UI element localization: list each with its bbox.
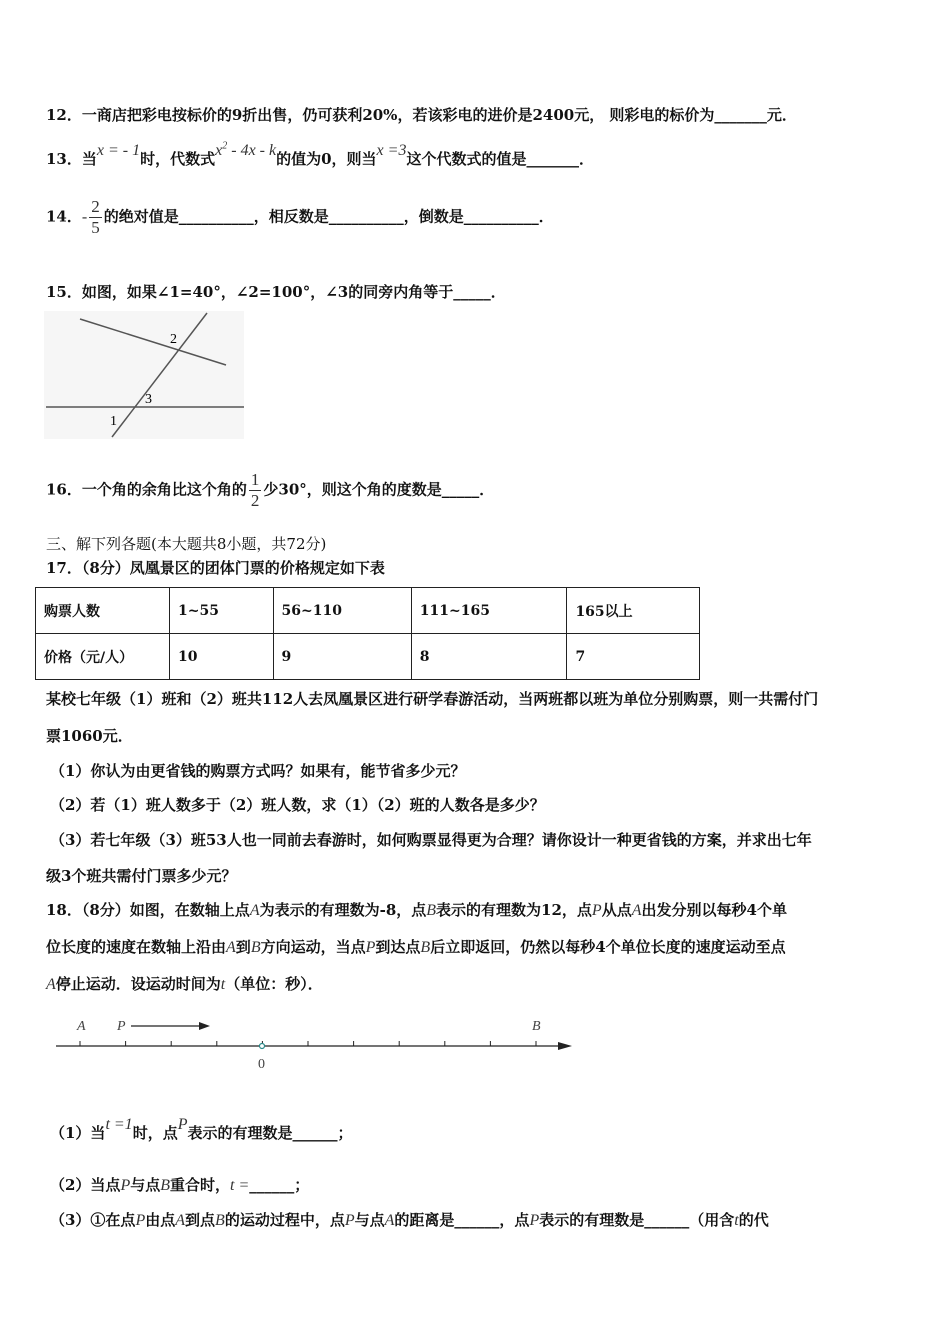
axis-label-B: B [532,1019,541,1034]
q13-number: 13．当 [46,150,97,168]
q18-l2-c: 方向运动，当点 [260,938,366,956]
q18-l1-e: 出发分别以每秒4个单 [641,901,787,919]
q16-text-a: 16．一个角的余角比这个角的 [46,480,247,499]
q18-s3-h: 的代 [738,1211,769,1229]
q13-text-2: 的值为0，则当 [276,150,377,168]
q18-l1-d: 从点 [601,901,632,919]
q18-l2-e: 后立即返回，仍然以每秒4个单位长度的速度运动至点 [430,938,786,956]
q18-l1-a: 18．（8分）如图，在数轴上点 [46,901,250,919]
q17-part-1: （1）你认为由更省钱的购票方式吗？如果有，能节省多少元？ [50,762,466,780]
question-14 [46,197,554,238]
table-cell: 7 [567,634,700,680]
question-16 [46,470,494,511]
q17-part-2: （2）若（1）班人数多于（2）班人数，求（1）（2）班的人数各是多少？ [50,796,545,814]
q18-point-A: A [249,902,260,919]
ticket-price-table [35,587,700,680]
q18-l1-b: 为表示的有理数为-8，点 [259,901,427,919]
q18-l1-c: 表示的有理数为12，点 [436,901,592,919]
q18-s2-b: 与点 [130,1176,161,1194]
q17-description-line-2: 票1060元． [46,727,133,745]
q14-minus-sign: - [81,208,88,226]
axis-label-zero: 0 [258,1057,265,1072]
q14-text: 的绝对值是__________，相反数是__________，倒数是__________． [103,207,554,226]
q18-s3-f: 的距离是______，点 [394,1211,530,1229]
number-line [54,1012,578,1076]
q13-expr-rest: - 4x - k [227,142,277,159]
q14-fraction [89,197,102,238]
q18-s2-d: ______； [249,1176,310,1194]
q18-point-P: P [135,1212,146,1229]
q14-fraction-numerator: 2 [91,197,100,216]
table-cell: 价格（元/人） [36,634,170,680]
number-line-ticks [80,1041,536,1046]
q18-point-P: P [177,1116,188,1133]
q18-point-A: A [384,1212,395,1229]
q16-fraction-denominator: 2 [250,491,260,510]
q18-line-2 [46,936,786,957]
q15-figure [44,311,244,439]
table-cell: 购票人数 [36,588,170,634]
q18-s3-e: 与点 [354,1211,385,1229]
q18-var-t: t [220,976,226,993]
q18-l2-a: 位长度的速度在数轴上沿由 [46,938,227,956]
q14-fraction-denominator: 5 [91,218,100,237]
q16-fraction [249,470,262,511]
q18-sub-1 [50,1116,353,1143]
q16-fraction-numerator: 1 [250,470,260,489]
q18-point-B: B [160,1177,171,1194]
section-heading: 三、解下列各题(本大题共8小题，共72分) [46,535,327,553]
q18-point-P: P [365,939,376,956]
q18-line-1 [46,899,787,920]
q18-point-B: B [426,902,437,919]
q18-s2-c: 重合时， [170,1176,231,1194]
q18-s2-equation: t = [230,1177,250,1194]
table-cell: 111~165 [411,588,567,634]
q18-point-P: P [529,1212,540,1229]
p-motion-arrow-head [199,1022,210,1030]
q17-part-3-line-2: 级3个班共需付门票多少元？ [46,867,237,885]
q18-var-t: t [734,1212,739,1229]
q18-point-P: P [344,1212,355,1229]
q18-s3-b: 由点 [145,1211,176,1229]
q13-text-3: 这个代数式的值是_______． [406,150,594,168]
q18-point-B: B [420,939,431,956]
q18-s1-equation: t =1 [105,1116,133,1133]
question-15: 15．如图，如果∠1=40°，∠2=100°，∠3的同旁内角等于_____． [46,283,506,301]
q18-point-B: B [250,939,261,956]
question-17-title: 17．（8分）凤凰景区的团体门票的价格规定如下表 [46,559,385,577]
q18-sub-3 [50,1209,769,1230]
q18-line-3 [46,973,323,994]
table-row [36,588,700,634]
question-13 [46,140,594,169]
q13-expr-base: x [215,142,223,159]
table-cell: 56~110 [273,588,411,634]
q18-point-P: P [591,902,602,919]
origin-marker [260,1044,265,1049]
q18-point-A: A [46,976,56,993]
q18-point-B: B [215,1212,225,1229]
axis-label-P: P [117,1019,126,1034]
q17-part-3-line-1: （3）若七年级（3）班53人也一同前去春游时，如何购票显得更为合理？请你设计一种更省钱的方案，并求出七年 [50,831,812,849]
axis-label-A: A [77,1019,86,1034]
q18-l2-b: 到 [235,938,251,956]
q13-text-1: 时，代数式 [140,150,216,168]
number-line-arrow [558,1042,572,1050]
table-cell: 165以上 [567,588,700,634]
q18-l3-b: 停止运动．设运动时间为 [55,975,221,993]
q18-sub-2 [50,1174,309,1195]
q18-s3-g: 表示的有理数是______（用含 [539,1211,735,1229]
q18-point-A: A [226,939,236,956]
q18-l3-c: （单位：秒）． [225,975,323,993]
q18-l2-d: 到达点 [375,938,421,956]
table-cell: 8 [411,634,567,680]
q18-s3-c: 到点 [185,1211,216,1229]
table-cell: 1~55 [170,588,274,634]
q13-expr-exponent: 2 [222,140,228,152]
q15-label-2: 2 [170,332,177,347]
q18-s2-a: （2）当点 [50,1176,121,1194]
table-cell: 9 [273,634,411,680]
q18-s1-a: （1）当 [50,1124,106,1142]
q13-x-value-1: x = - 1 [96,142,141,159]
q14-number: 14． [46,207,82,226]
question-12: 12．一商店把彩电按标价的9折出售，仍可获利20%，若该彩电的进价是2400元， 则彩电的标价为_______元． [46,106,797,124]
q18-s3-a: （3）①在点 [50,1211,136,1229]
table-cell: 10 [170,634,274,680]
q13-x-value-2: x =3 [376,142,407,159]
q18-s3-d: 的运动过程中，点 [224,1211,345,1229]
q15-figure-background [44,311,244,439]
q13-expression [215,142,276,159]
q16-text-b: 少30°，则这个角的度数是_____． [263,480,495,499]
q18-s1-c: 表示的有理数是______； [187,1124,353,1142]
q15-label-1: 1 [110,414,117,429]
q18-point-A: A [631,902,642,919]
q17-description-line-1: 某校七年级（1）班和（2）班共112人去凤凰景区进行研学春游活动，当两班都以班为单位分别购票，则一共需付门 [46,690,819,708]
q18-s1-b: 时，点 [132,1124,178,1142]
q18-point-P: P [120,1177,131,1194]
q18-point-A: A [175,1212,186,1229]
table-row [36,634,700,680]
q15-label-3: 3 [145,392,152,407]
